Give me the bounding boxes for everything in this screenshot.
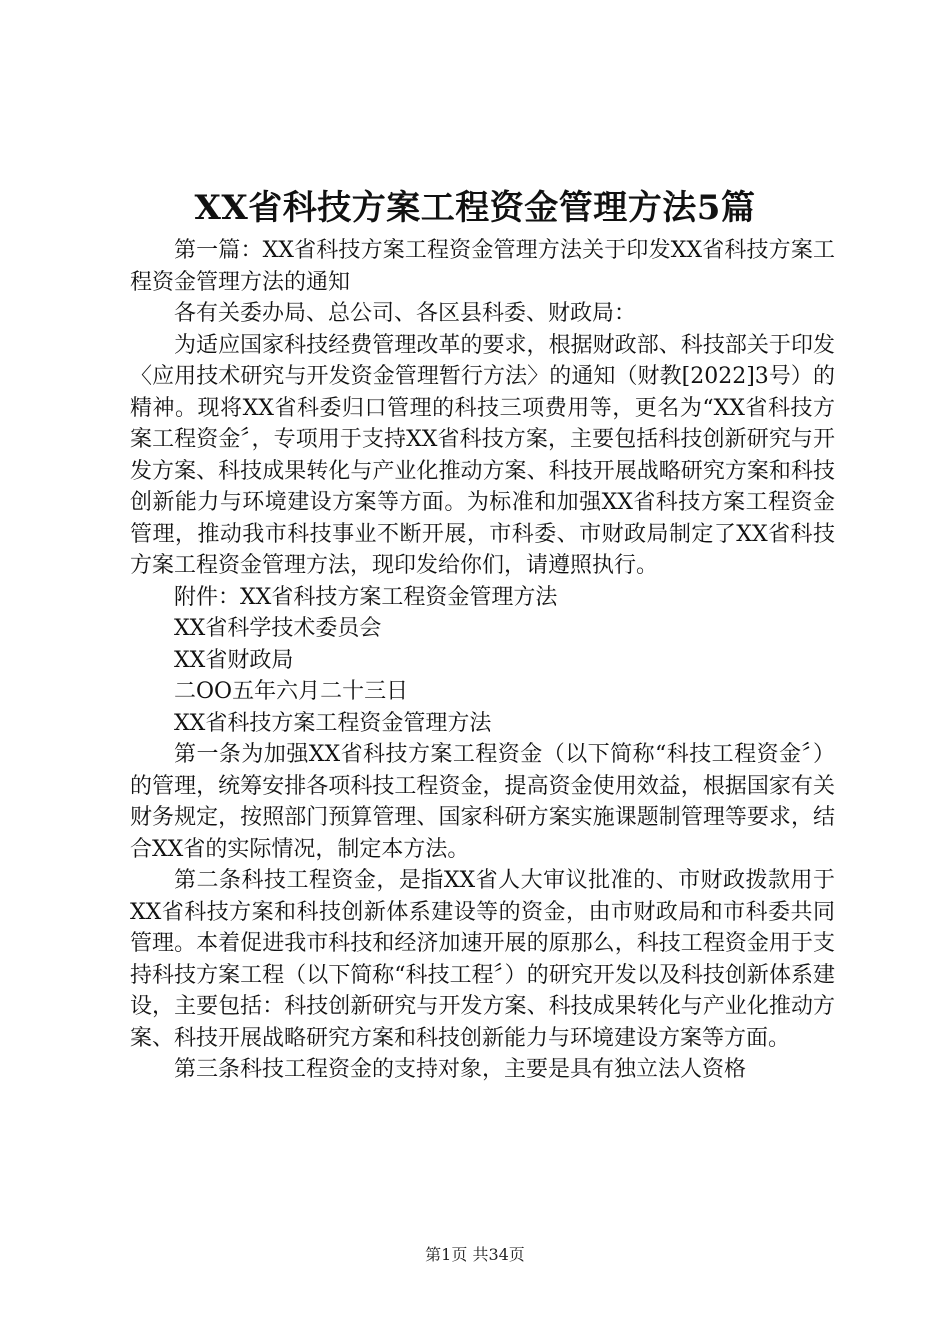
- paragraph: XX省科学技术委员会: [174, 616, 382, 641]
- paragraph: 二OO五年六月二十三日: [174, 679, 409, 704]
- document-title: XX省科技方案工程资金管理方法5篇: [194, 188, 756, 228]
- paragraph: 为适应国家科技经费管理改革的要求，根据财政部、科技部关于印发〈应用技术研究与开发资金管理暂行方法〉的通知（财教[2022]3号）的精神。现将XX省科委归口管理的科技三项费用等，更名为“XX省科技方案工程资金〞，专项用于支持XX省科技方案，主要包括科技创新研究与开发方案、科技成果转化与产业化推动方案、科技开展战略研究方案和科技创新能力与环境建设方案等方面。为标准和加强XX省科技方案工程资金管理，推动我市科技事业不断开展，市科委、市财政局制定了XX省科技方案工程资金管理方法，现印发给你们，请遵照执行。: [130, 332, 835, 578]
- paragraph: 第三条科技工程资金的支持对象，主要是具有独立法人资格: [174, 1057, 747, 1082]
- paragraph: 附件：XX省科技方案工程资金管理方法: [174, 584, 558, 610]
- paragraph: 各有关委办局、总公司、各区县科委、财政局：: [174, 301, 637, 326]
- document-body: [130, 235, 835, 1086]
- page-number-footer: 第1页 共34页: [425, 1245, 525, 1264]
- paragraph: XX省科技方案工程资金管理方法: [174, 710, 492, 736]
- paragraph: 第一条为加强XX省科技方案工程资金（以下简称“科技工程资金〞）的管理，统筹安排各项科技工程资金，提高资金使用效益，根据国家有关财务规定，按照部门预算管理、国家科研方案实施课题制管理等要求，结合XX省的实际情况，制定本方法。: [130, 742, 835, 862]
- paragraph: 第一篇：XX省科技方案工程资金管理方法关于印发XX省科技方案工程资金管理方法的通知: [130, 238, 835, 295]
- paragraph: 第二条科技工程资金，是指XX省人大审议批准的、市财政拨款用于XX省科技方案和科技创新体系建设等的资金，由市财政局和市科委共同管理。本着促进我市科技和经济加速开展的原那么，科技工程资金用于支持科技方案工程（以下简称“科技工程〞）的研究开发以及科技创新体系建设，主要包括：科技创新研究与开发方案、科技成果转化与产业化推动方案、科技开展战略研究方案和科技创新能力与环境建设方案等方面。: [130, 868, 835, 1051]
- paragraph: XX省财政局: [174, 647, 294, 673]
